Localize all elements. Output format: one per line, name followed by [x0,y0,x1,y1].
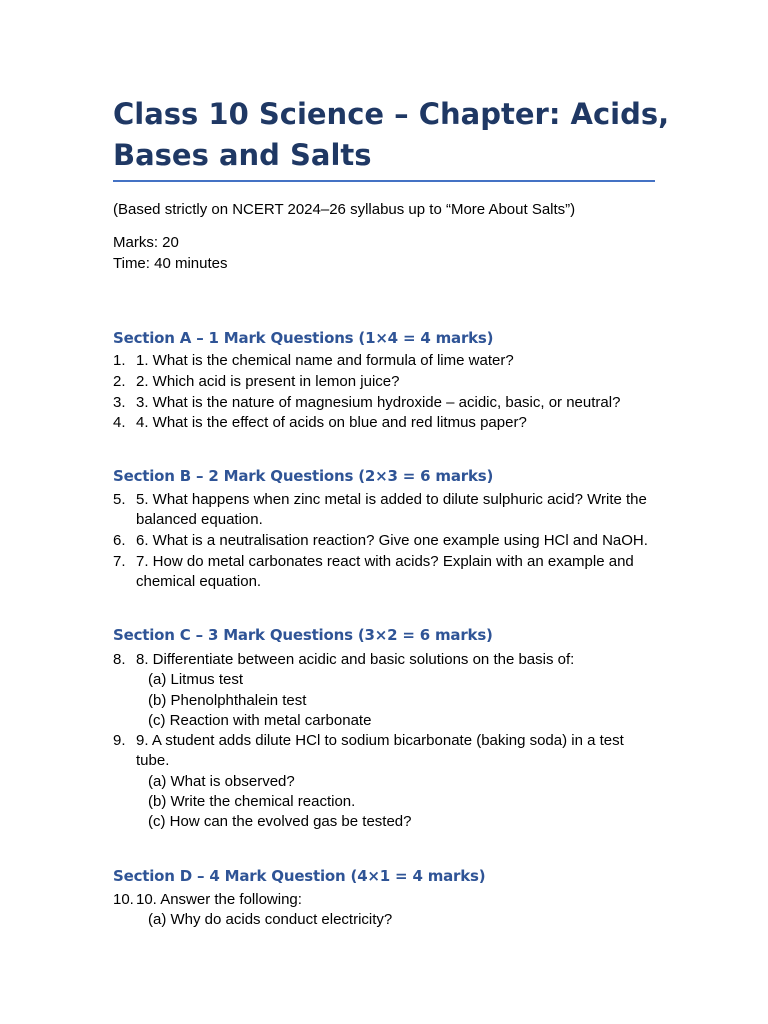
sub-question: (b) Write the chemical reaction. [148,792,356,810]
title-underline [113,180,655,182]
section-a-heading: Section A – 1 Mark Questions (1×4 = 4 marks) [113,329,494,347]
question-text: 3. What is the nature of magnesium hydroxide – acidic, basic, or neutral? [136,394,621,411]
time-text: Time: 40 minutes [113,255,228,272]
question-item [113,731,658,832]
question-item [113,490,658,531]
document-title: Class 10 Science – Chapter: Acids, Bases and Salts [113,97,670,172]
question-item [113,890,658,931]
question-text: 7. How do metal carbonates react with acids? Explain with an example and chemical equation. [136,553,634,591]
question-number: 1. [113,352,126,369]
sub-question: (a) Why do acids conduct electricity? [148,911,393,929]
section-b-heading: Section B – 2 Mark Questions (2×3 = 6 marks) [113,467,494,485]
syllabus-note: (Based strictly on NCERT 2024–26 syllabus up to “More About Salts”) [113,201,576,218]
question-number: 5. [113,491,126,508]
question-number: 9. [113,732,126,749]
sub-question: (a) Litmus test [148,671,244,689]
question-number: 8. [113,651,126,668]
marks-text: Marks: 20 [113,234,179,251]
question-text: 9. A student adds dilute HCl to sodium bicarbonate (baking soda) in a test tube. [136,732,624,770]
question-text: 5. What happens when zinc metal is added to dilute sulphuric acid? Write the balanced equation. [136,491,647,529]
section-d-heading: Section D – 4 Mark Question (4×1 = 4 marks) [113,867,486,885]
sub-question: (a) What is observed? [148,772,295,790]
sub-question: (b) Phenolphthalein test [148,691,307,709]
question-number: 4. [113,414,126,431]
question-number: 3. [113,394,126,411]
question-number: 2. [113,373,126,390]
question-item [113,393,658,413]
section-c-heading: Section C – 3 Mark Questions (3×2 = 6 marks) [113,626,493,644]
question-text: 8. Differentiate between acidic and basic solutions on the basis of: [136,651,575,668]
question-text: 10. Answer the following: [136,891,302,908]
question-number: 10. [113,891,134,908]
question-item [113,531,658,551]
question-item [113,413,658,433]
question-number: 7. [113,553,126,570]
question-text: 6. What is a neutralisation reaction? Give one example using HCl and NaOH. [136,532,648,549]
question-item [113,650,658,731]
sub-question: (c) How can the evolved gas be tested? [148,813,412,831]
question-item [113,372,658,392]
question-item [113,552,658,593]
sub-question: (c) Reaction with metal carbonate [148,711,372,729]
question-text: 4. What is the effect of acids on blue and red litmus paper? [136,414,527,431]
question-text: 1. What is the chemical name and formula of lime water? [136,352,514,369]
question-text: 2. Which acid is present in lemon juice? [136,373,400,390]
question-number: 6. [113,532,126,549]
question-item [113,351,658,371]
